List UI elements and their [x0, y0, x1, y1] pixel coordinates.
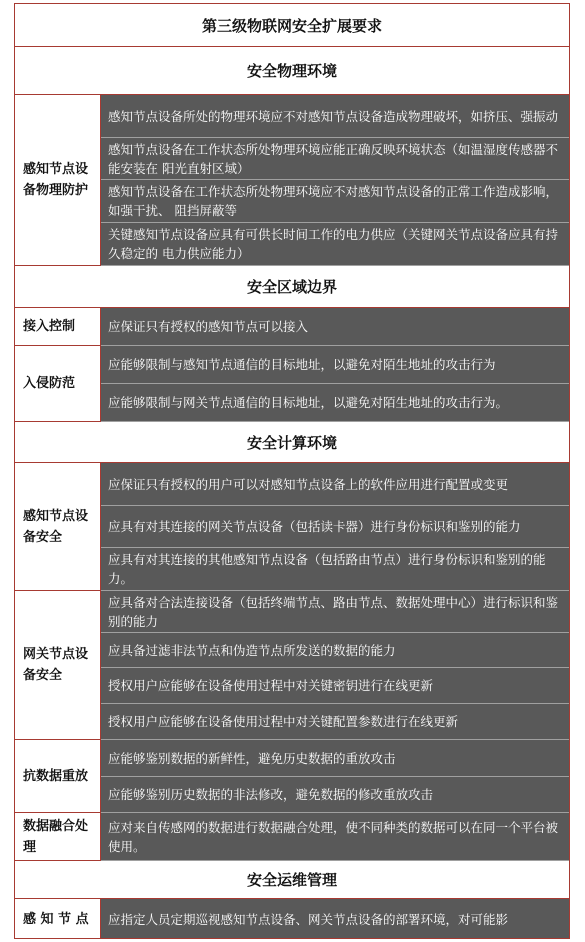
requirement-item: 感知节点设备在工作状态所处物理环境应能正确反映环境状态（如温湿度传感器不能安装在 阳光直射区域）: [101, 138, 569, 180]
section-heading-boundary: 安全区域边界: [15, 266, 569, 308]
row-label: 感知节点设备安全: [15, 463, 101, 591]
table-title: 第三级物联网安全扩展要求: [15, 4, 569, 47]
requirement-item: 应具备过滤非法节点和伪造节点所发送的数据的能力: [101, 633, 569, 668]
requirement-item: 应能够限制与感知节点通信的目标地址，以避免对陌生地址的攻击行为: [101, 346, 569, 384]
row-label: 入侵防范: [15, 346, 101, 422]
row-label: 数据融合处理: [15, 813, 101, 861]
section-heading-computing: 安全计算环境: [15, 422, 569, 463]
requirement-item: 应具备对合法连接设备（包括终端节点、路由节点、数据处理中心）进行标识和鉴别的能力: [101, 591, 569, 633]
section-heading-operations: 安全运维管理: [15, 861, 569, 899]
row-label: 感知节点设备物理防护: [15, 95, 101, 266]
requirement-item: 关键感知节点设备应具有可供长时间工作的电力供应（关键网关节点设备应具有持久稳定的 电力供应能力）: [101, 223, 569, 266]
row-label: 抗数据重放: [15, 740, 101, 813]
row-label: 接入控制: [15, 308, 101, 346]
requirement-item: 应指定人员定期巡视感知节点设备、网关节点设备的部署环境，对可能影: [101, 899, 569, 939]
row-label: 网关节点设备安全: [15, 591, 101, 740]
requirement-item: 应能够鉴别历史数据的非法修改，避免数据的修改重放攻击: [101, 777, 569, 813]
requirement-item: 授权用户应能够在设备使用过程中对关键配置参数进行在线更新: [101, 704, 569, 740]
requirement-item: 应保证只有授权的感知节点可以接入: [101, 308, 569, 346]
requirement-item: 授权用户应能够在设备使用过程中对关键密钥进行在线更新: [101, 668, 569, 704]
requirement-item: 应能够限制与网关节点通信的目标地址，以避免对陌生地址的攻击行为。: [101, 384, 569, 422]
requirement-item: 感知节点设备在工作状态所处物理环境应不对感知节点设备的正常工作造成影响，如强干扰、 阻挡屏蔽等: [101, 180, 569, 223]
row-label: 感 知 节 点: [15, 899, 101, 939]
requirement-item: 应能够鉴别数据的新鲜性，避免历史数据的重放攻击: [101, 740, 569, 777]
section-heading-physical: 安全物理环境: [15, 47, 569, 95]
requirement-item: 感知节点设备所处的物理环境应不对感知节点设备造成物理破坏，如挤压、强振动: [101, 95, 569, 138]
requirement-item: 应具有对其连接的其他感知节点设备（包括路由节点）进行身份标识和鉴别的能力。: [101, 548, 569, 591]
requirement-item: 应保证只有授权的用户可以对感知节点设备上的软件应用进行配置或变更: [101, 463, 569, 506]
requirement-item: 应对来自传感网的数据进行数据融合处理，使不同种类的数据可以在同一个平台被使用。: [101, 813, 569, 861]
requirement-item: 应具有对其连接的网关节点设备（包括读卡器）进行身份标识和鉴别的能力: [101, 506, 569, 548]
requirements-table: [14, 3, 570, 939]
